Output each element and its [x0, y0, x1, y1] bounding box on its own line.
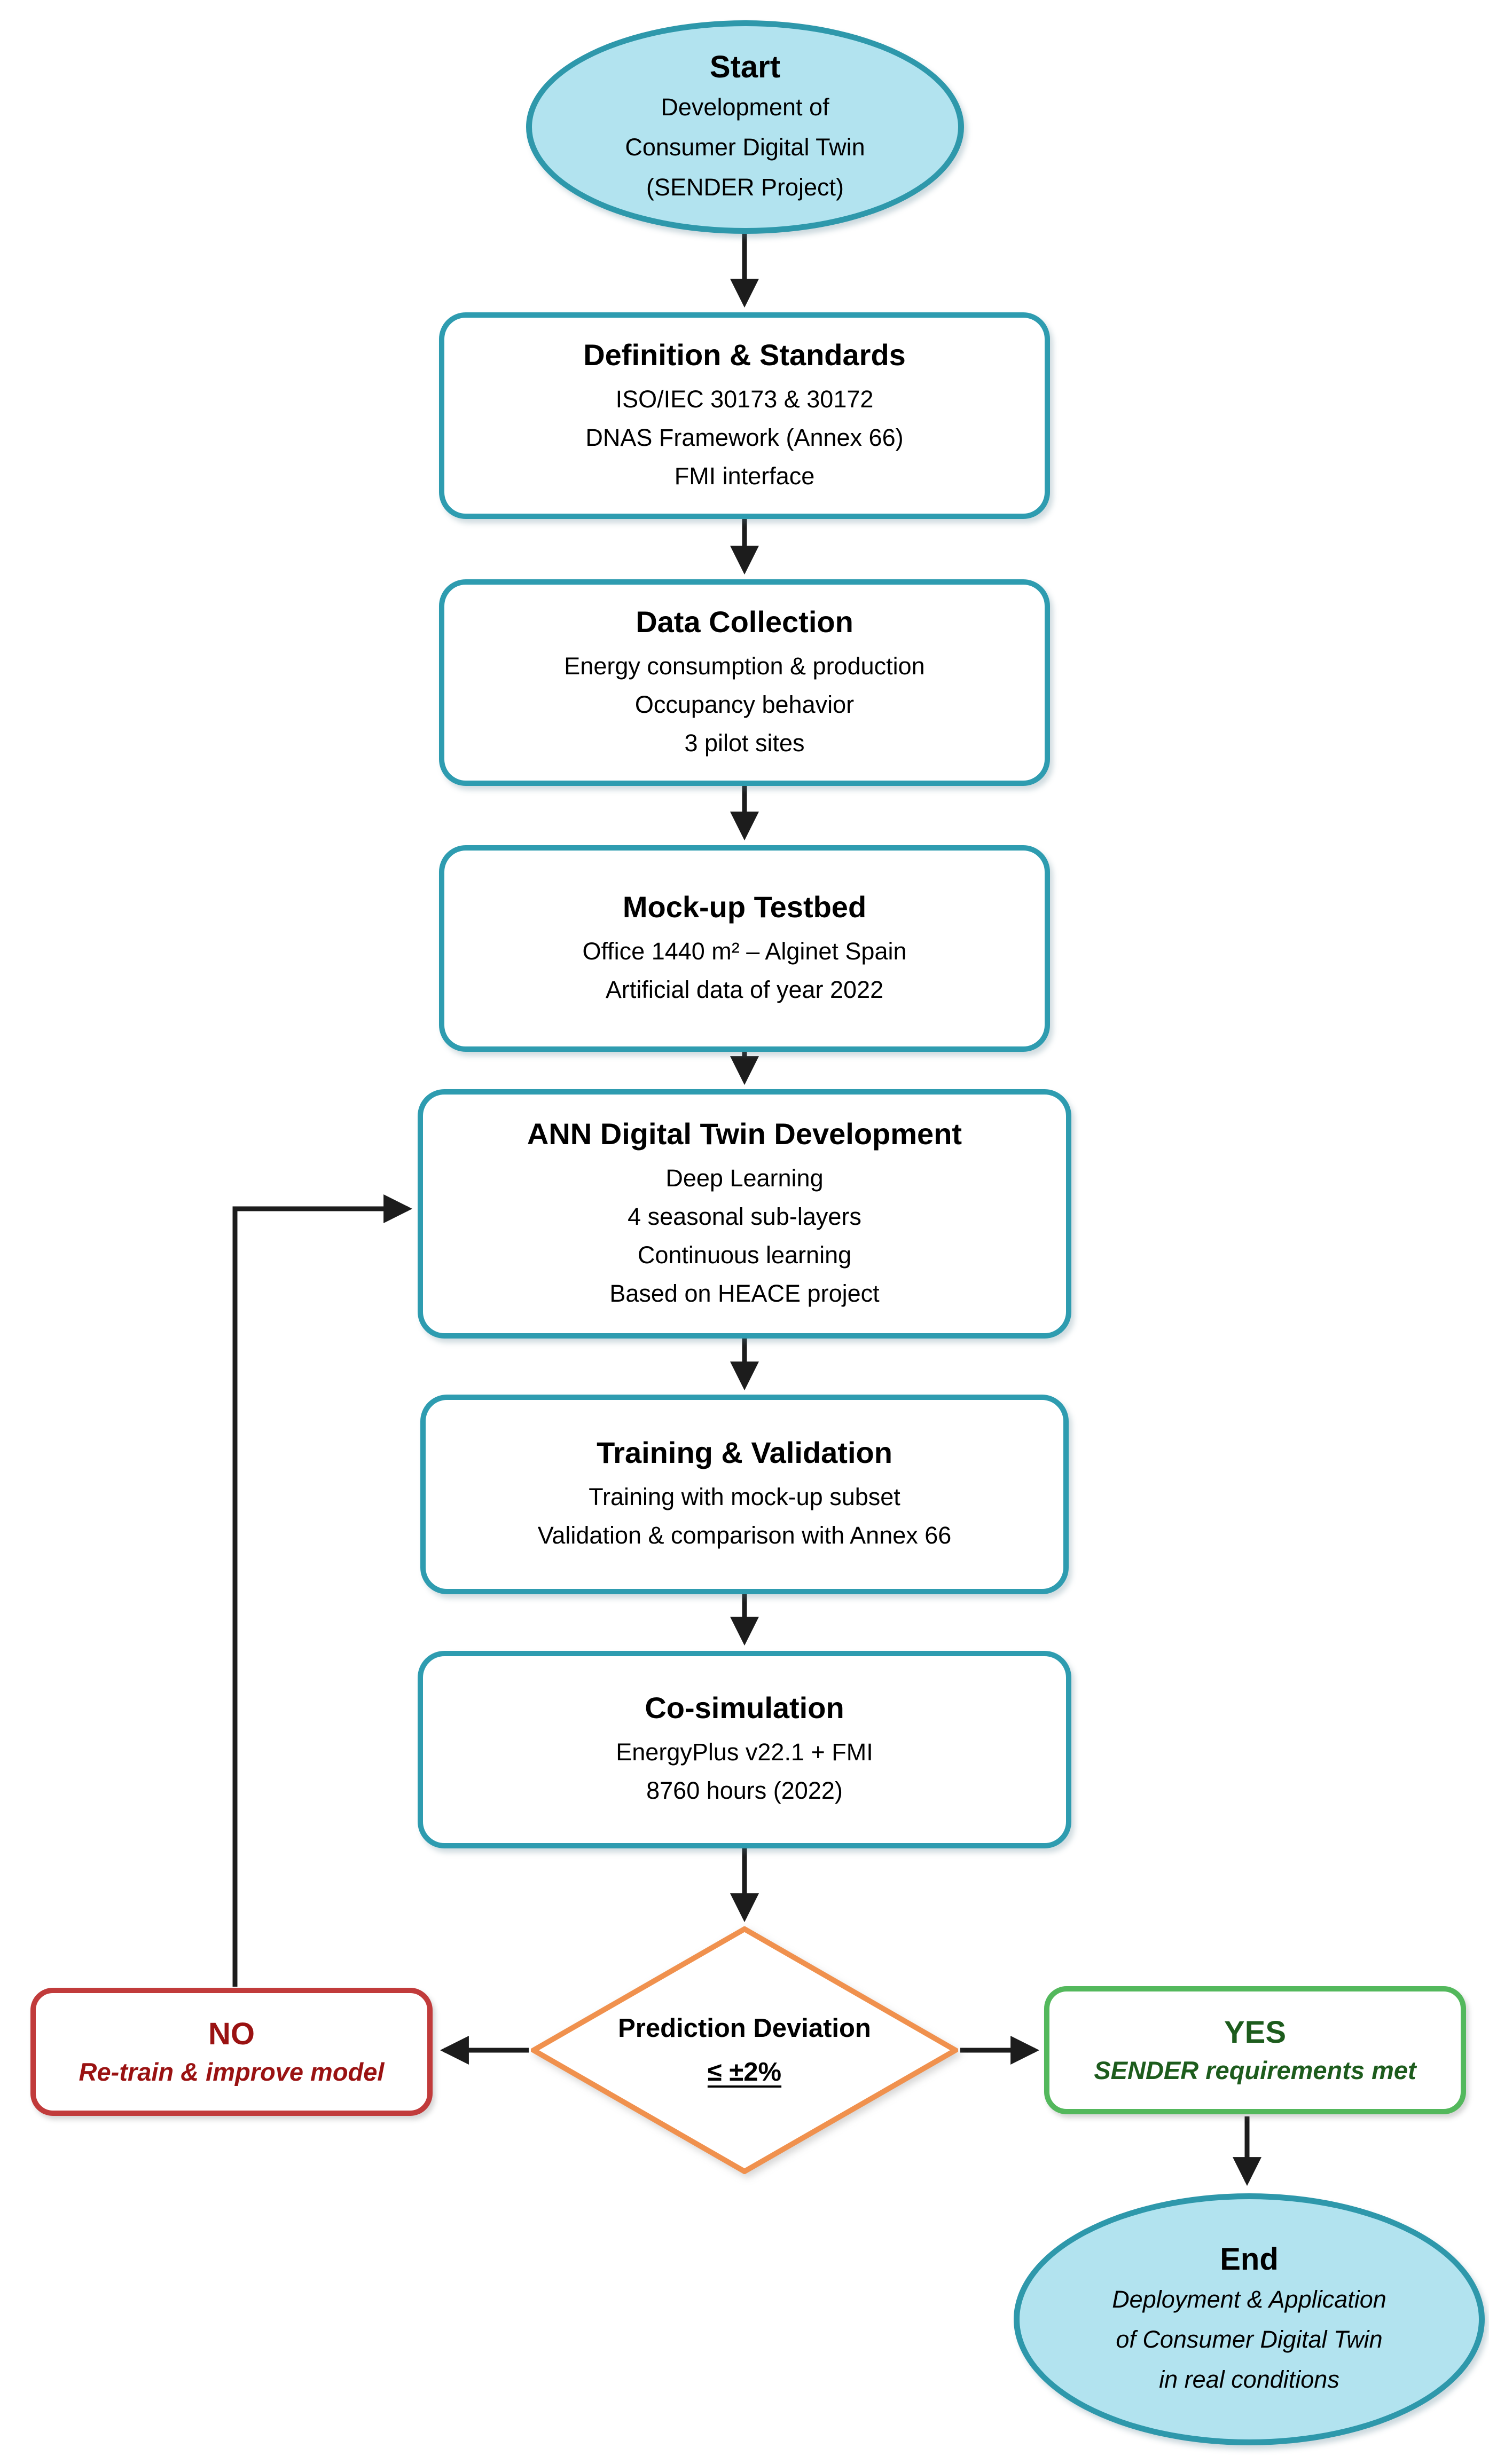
no-subtitle: Re-train & improve model — [79, 2057, 385, 2086]
node-start-line: (SENDER Project) — [646, 174, 844, 201]
node-end — [1014, 2193, 1485, 2445]
node-ann-line: Deep Learning — [665, 1164, 824, 1192]
node-cosim-line: EnergyPlus v22.1 + FMI — [616, 1738, 873, 1766]
node-training-line: Validation & comparison with Annex 66 — [537, 1522, 952, 1549]
node-training-title: Training & Validation — [597, 1436, 892, 1469]
node-data-title: Data Collection — [636, 604, 853, 639]
node-definition-line: ISO/IEC 30173 & 30172 — [615, 385, 874, 413]
node-end-title: End — [1220, 2241, 1279, 2277]
node-definition-line: DNAS Framework (Annex 66) — [585, 423, 904, 451]
node-ann-line: Continuous learning — [637, 1241, 852, 1269]
node-definition-title: Definition & Standards — [583, 337, 906, 372]
node-data-line: Energy consumption & production — [564, 652, 925, 680]
node-end-line: of Consumer Digital Twin — [1116, 2326, 1383, 2353]
node-data-collection — [439, 579, 1050, 786]
node-ann-title: ANN Digital Twin Development — [527, 1116, 962, 1151]
node-start-line: Consumer Digital Twin — [625, 133, 865, 161]
node-definition-standards — [439, 312, 1050, 519]
node-yes-branch — [1044, 1986, 1466, 2114]
node-mockup-title: Mock-up Testbed — [622, 889, 867, 924]
decision-condition: ≤ ±2% — [707, 2058, 782, 2087]
node-data-line: Occupancy behavior — [634, 690, 855, 718]
node-training-validation — [420, 1395, 1069, 1594]
yes-subtitle: SENDER requirements met — [1094, 2056, 1416, 2084]
node-cosim-line: 8760 hours (2022) — [646, 1777, 843, 1804]
node-decision-diamond — [531, 1926, 958, 2174]
node-ann-line: Based on HEACE project — [609, 1279, 880, 1307]
node-cosim-title: Co-simulation — [645, 1691, 844, 1725]
node-end-line: Deployment & Application — [1112, 2286, 1386, 2313]
node-no-branch — [30, 1988, 433, 2116]
yes-label: YES — [1224, 2015, 1287, 2050]
node-start-title: Start — [709, 49, 781, 84]
no-label: NO — [208, 2017, 255, 2052]
node-start-line: Development of — [661, 93, 829, 121]
node-mockup-line: Artificial data of year 2022 — [605, 975, 884, 1003]
decision-title: Prediction Deviation — [618, 2014, 871, 2043]
node-mockup-testbed — [439, 845, 1050, 1052]
node-training-line: Training with mock-up subset — [589, 1483, 900, 1510]
node-end-line: in real conditions — [1159, 2366, 1339, 2394]
node-cosimulation — [418, 1651, 1071, 1848]
node-ann-line: 4 seasonal sub-layers — [628, 1202, 861, 1230]
node-start — [526, 20, 964, 234]
node-data-line: 3 pilot sites — [684, 729, 805, 757]
node-ann-development — [418, 1089, 1071, 1339]
edge-no-loopback-ann — [235, 1209, 408, 1987]
node-definition-line: FMI interface — [674, 462, 815, 490]
node-mockup-line: Office 1440 m² – Alginet Spain — [582, 937, 907, 965]
